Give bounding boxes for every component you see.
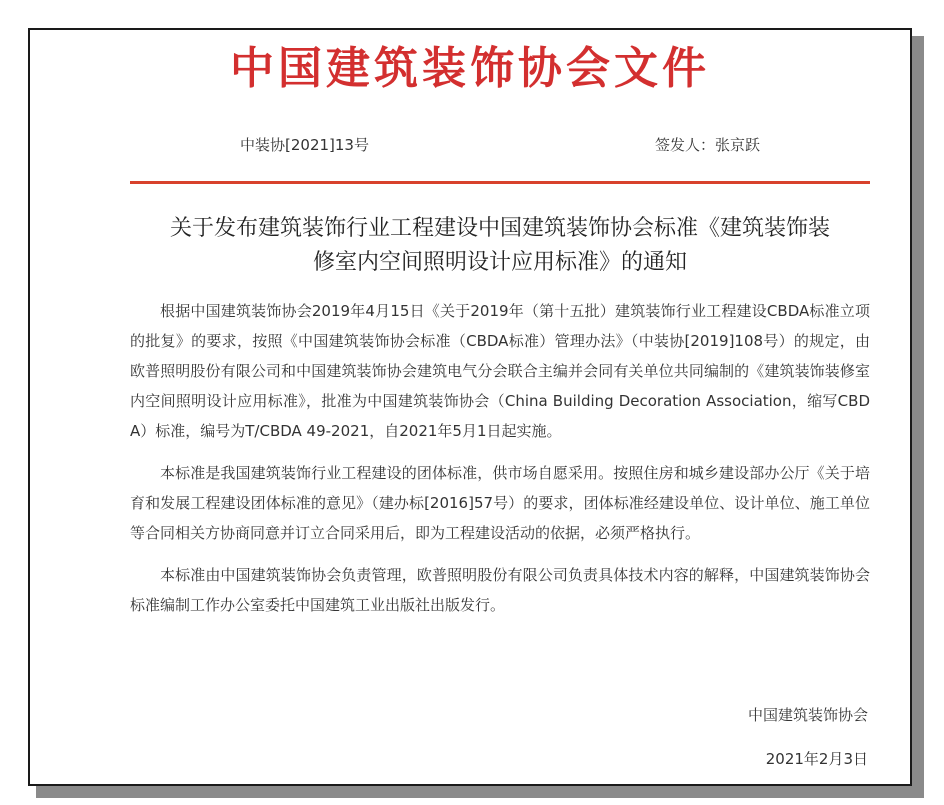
notice-heading <box>130 212 870 280</box>
signing-organization: 中国建筑装饰协会 <box>747 706 868 724</box>
document-frame <box>28 28 912 786</box>
red-divider <box>130 181 870 184</box>
heading-line-1: 关于发布建筑装饰行业工程建设中国建筑装饰协会标准《建筑装饰装 <box>169 216 830 241</box>
signer: 签发人：张京跃 <box>654 136 760 154</box>
paragraph-2: 本标准是我国建筑装饰行业工程建设的团体标准，供市场自愿采用。按照住房和城乡建设部办公厅《关于培育和发展工程建设团体标准的意见》（建办标[2016]57号）的要求，团体标准经建设单位、设计单位、施工单位等合同相关方协商同意并订立合同采用后，即为工程建设活动的依据，必须严格执行。 <box>130 464 870 542</box>
signing-date: 2021年2月3日 <box>765 750 868 768</box>
doc-number: 中装协[2021]13号 <box>240 136 369 154</box>
org-title: 中国建筑装饰协会文件 <box>230 43 710 94</box>
heading-line-2: 修室内空间照明设计应用标准》的通知 <box>312 250 687 275</box>
paragraph-3: 本标准由中国建筑装饰协会负责管理，欧普照明股份有限公司负责具体技术内容的解释，中国建筑装饰协会标准编制工作办公室委托中国建筑工业出版社出版发行。 <box>130 566 870 614</box>
paragraph-1: 根据中国建筑装饰协会2019年4月15日《关于2019年（第十五批）建筑装饰行业工程建设CBDA标准立项的批复》的要求，按照《中国建筑装饰协会标准（CBDA标准）管理办法》（中装协[2019]108号）的规定，由欧普照明股份有限公司和中国建筑装饰协会建筑电气分会联合主编并会同有关单位共同编制的《建筑装饰装修室内空间照明设计应用标准》，批准为中国建筑装饰协会（China Building Decoration Association，缩写CBDA）标准，编号为T/CBDA 49-2021，自2021年5月1日起实施。 <box>130 302 870 440</box>
body-text <box>130 296 870 632</box>
